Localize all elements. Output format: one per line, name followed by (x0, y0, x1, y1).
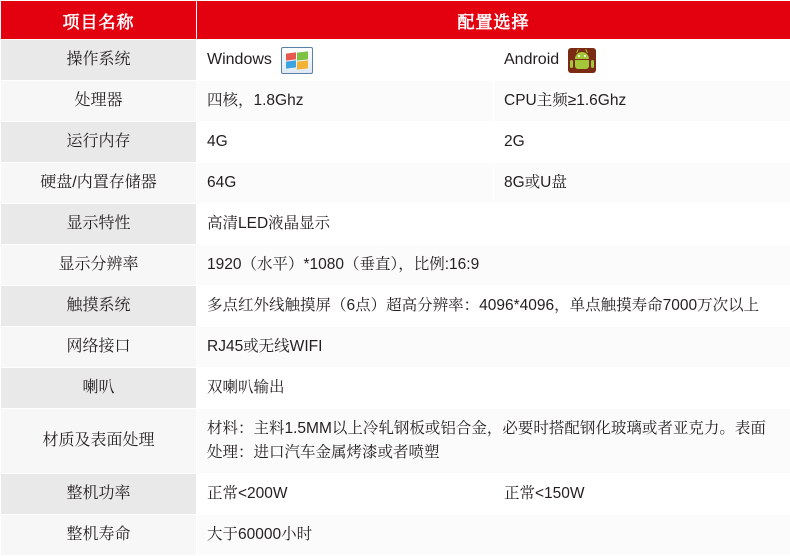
row-value-left: 64G (197, 163, 494, 204)
row-value-full: 多点红外线触摸屏（6点）超高分辨率：4096*4096，单点触摸寿命7000万次以上 (197, 286, 790, 327)
android-robot-icon (568, 48, 596, 73)
row-value-full: 材料：主料1.5MM以上冷轧钢板或铝合金，必要时搭配钢化玻璃或者亚克力。表面处理：进口汽车金属烤漆或者喷塑 (197, 409, 790, 474)
row-value-full: 1920（水平）*1080（垂直），比例:16:9 (197, 245, 790, 286)
table-row (1, 122, 790, 163)
table-row (1, 286, 790, 327)
os-android-label: Android (504, 48, 559, 73)
row-label: 处理器 (1, 81, 197, 122)
table-row (1, 204, 790, 245)
os-android-cell (504, 48, 780, 73)
os-windows-label: Windows (207, 48, 272, 73)
table-row (1, 163, 790, 204)
row-value-full: 高清LED液晶显示 (197, 204, 790, 245)
row-value-right: 正常<150W (494, 474, 790, 515)
table-row (1, 245, 790, 286)
table-row (1, 81, 790, 122)
row-value-left: 4G (197, 122, 494, 163)
row-label: 材质及表面处理 (1, 409, 197, 474)
header-cell-config-choice: 配置选择 (197, 1, 790, 40)
row-value-full: 双喇叭输出 (197, 368, 790, 409)
row-label: 网络接口 (1, 327, 197, 368)
row-value-right: 8G或U盘 (494, 163, 790, 204)
table-row (1, 409, 790, 474)
table-header (1, 1, 790, 40)
header-cell-item-name: 项目名称 (1, 1, 197, 40)
table-row (1, 327, 790, 368)
row-label: 显示特性 (1, 204, 197, 245)
row-label: 显示分辨率 (1, 245, 197, 286)
row-value-full: RJ45或无线WIFI (197, 327, 790, 368)
row-value-right: 2G (494, 122, 790, 163)
table-row (1, 515, 790, 556)
row-label: 触摸系统 (1, 286, 197, 327)
row-label: 整机寿命 (1, 515, 197, 556)
row-label: 喇叭 (1, 368, 197, 409)
table-header-row (1, 1, 790, 40)
row-label: 运行内存 (1, 122, 197, 163)
row-label: 硬盘/内置存储器 (1, 163, 197, 204)
row-value-full: 大于60000小时 (197, 515, 790, 556)
os-windows-cell (207, 47, 483, 74)
row-label: 整机功率 (1, 474, 197, 515)
windows-logo-icon (281, 47, 313, 74)
row-value-left (197, 40, 494, 81)
table-body (1, 40, 790, 556)
row-value-left: 四核，1.8Ghz (197, 81, 494, 122)
table-row (1, 474, 790, 515)
table-row (1, 40, 790, 81)
row-value-right: CPU主频≥1.6Ghz (494, 81, 790, 122)
table-row (1, 368, 790, 409)
row-value-right (494, 40, 790, 81)
row-value-left: 正常<200W (197, 474, 494, 515)
row-label: 操作系统 (1, 40, 197, 81)
